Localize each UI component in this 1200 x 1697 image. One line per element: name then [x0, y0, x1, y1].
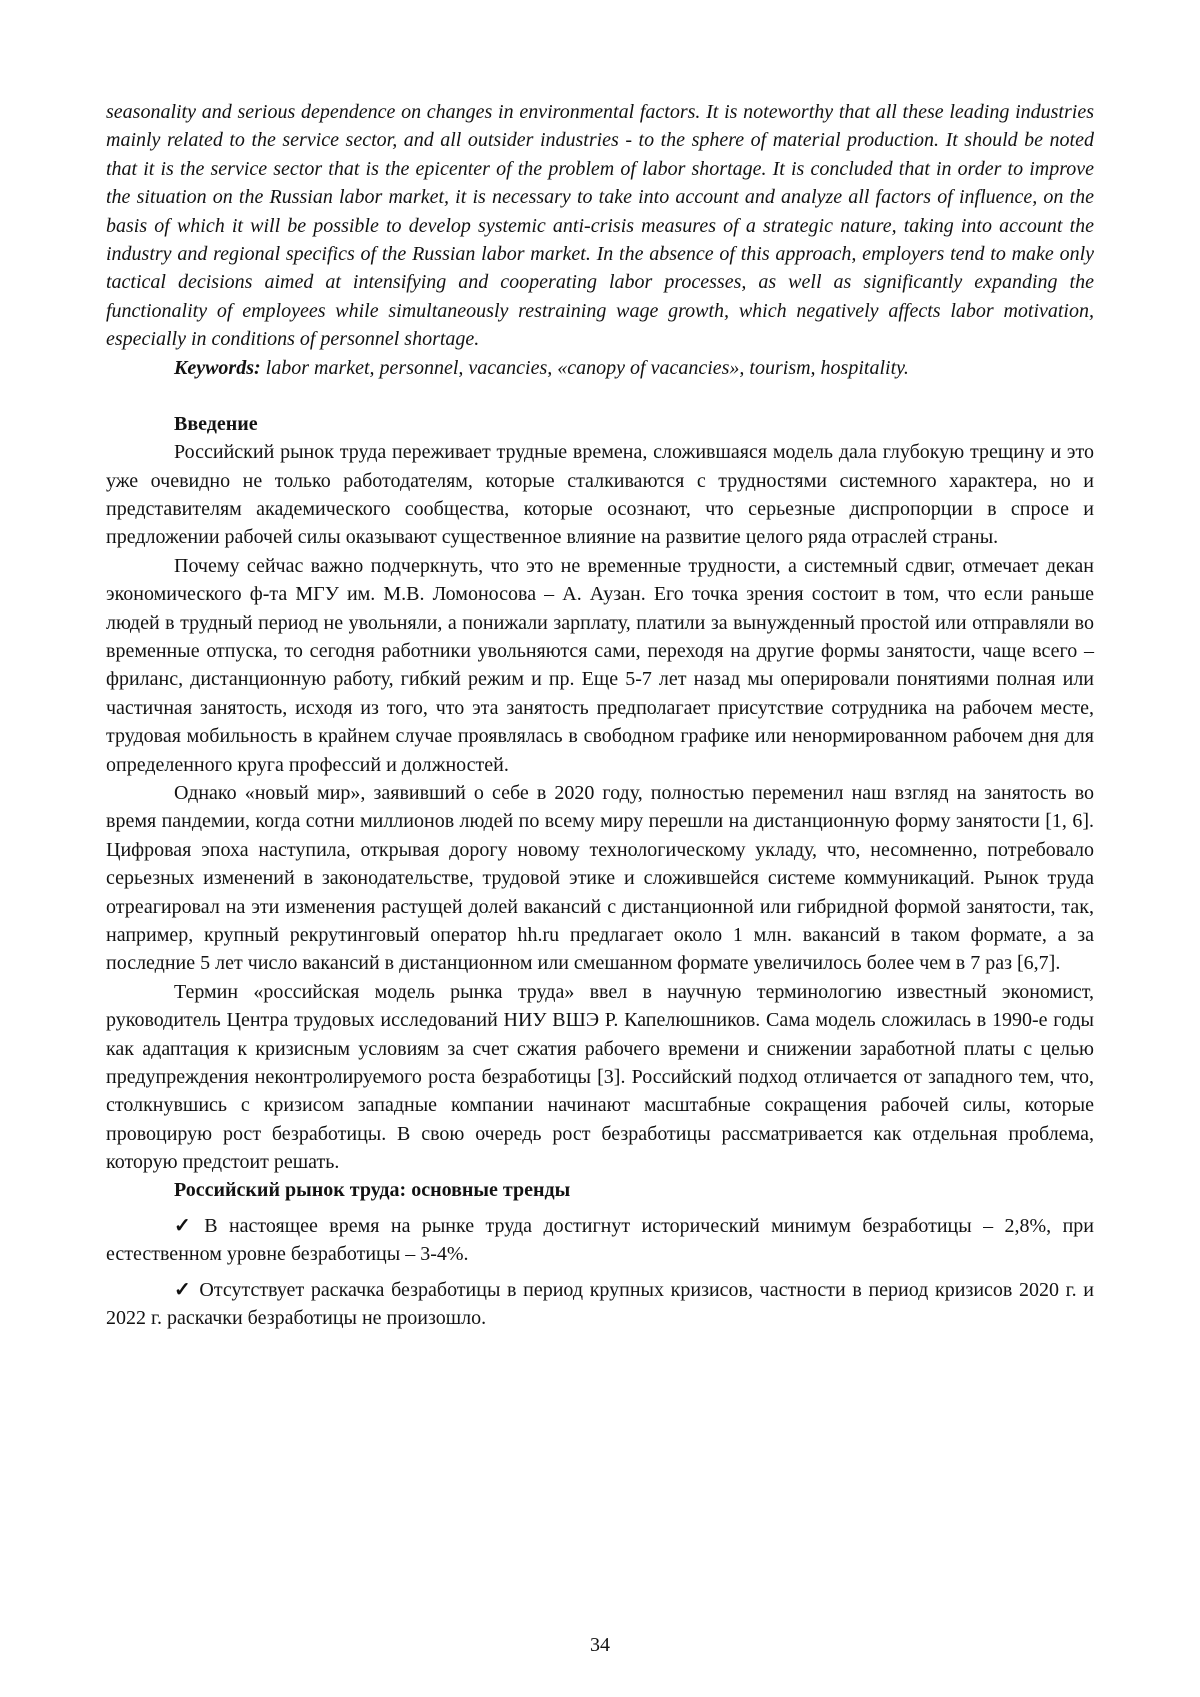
keywords-list: labor market, personnel, vacancies, «canopy of vacancies», tourism, hospitality.	[260, 356, 909, 379]
trend-item	[106, 1276, 1094, 1333]
introduction-paragraph-1: Российский рынок труда переживает трудные времена, сложившаяся модель дала глубокую трещину и это уже очевидно не только работодателям, которые сталкиваются с трудностями системного характера, но и представителям академического сообщества, которые осознают, что серьезные диспропорции в спросе и предложении рабочей силы оказывают существенное влияние на развитие целого ряда отраслей страны.	[106, 441, 1094, 549]
trend-item-text: В настоящее время на рынке труда достигнут исторический минимум безработицы – 2,8%, при естественном уровне безработицы – 3-4%.	[106, 1214, 1094, 1266]
trend-item	[106, 1212, 1094, 1269]
page-number: 34	[590, 1633, 610, 1656]
introduction-paragraph-3: Однако «новый мир», заявивший о себе в 2020 году, полностью переменил наш взгляд на занятость во время пандемии, когда сотни миллионов людей по всему миру перешли на дистанционную форму занятости [1, 6]. Цифровая эпоха наступила, открывая дорогу новому технологическому укладу, что, несомненно, потребовало серьезных изменений в законодательстве, трудовой этике и сложившейся системе коммуникаций. Рынок труда отреагировал на эти изменения растущей долей вакансий с дистанционной или гибридной формой занятости, так, например, крупный рекрутинговый оператор hh.ru предлагает около 1 млн. вакансий в таком формате, а за последние 5 лет число вакансий в дистанционном или смешанном формате увеличилось более чем в 7 раз [6,7].	[106, 781, 1094, 975]
introduction-paragraph-4: Термин «российская модель рынка труда» ввел в научную терминологию известный экономист, руководитель Центра трудовых исследований НИУ ВШЭ Р. Капелюшников. Сама модель сложилась в 1990-е годы как адаптация к кризисным условиям за счет сжатия рабочего времени и снижении заработной платы с целью предупреждения неконтролируемого роста безработицы [3]. Российский подход отличается от западного тем, что, столкнувшись с кризисом западные компании начинают масштабные сокращения рабочей силы, которые провоцирую рост безработицы. В свою очередь рост безработицы рассматривается как отдельная проблема, которую предстоит решать.	[106, 980, 1094, 1174]
section-heading-introduction: Введение	[174, 412, 258, 435]
checkmark-icon: ✓	[174, 1214, 198, 1237]
keywords-label: Keywords:	[174, 356, 261, 379]
trend-item-text: Отсутствует раскачка безработицы в период крупных кризисов, частности в период кризисов 2020 г. и 2022 г. раскачки безработицы не произошло.	[106, 1278, 1094, 1330]
keywords-line	[106, 354, 1094, 382]
introduction-paragraph-2: Почему сейчас важно подчеркнуть, что это не временные трудности, а системный сдвиг, отмечает декан экономического ф-та МГУ им. М.В. Ломоносова – А. Аузан. Его точка зрения состоит в том, что если раньше людей в трудный период не увольняли, а понижали зарплату, платили за вынужденный простой или отправляли во временные отпуска, то сегодня работники увольняются сами, переходя на другие формы занятости, чаще всего – фриланс, дистанционную работу, гибкий режим и пр. Еще 5-7 лет назад мы оперировали понятиями полная или частичная занятость, исходя из того, что эта занятость предполагает присутствие сотрудника на рабочем месте, трудовая мобильность в крайнем случае проявлялась в свободном графике или ненормированном рабочем дня для определенного круга профессий и должностей.	[106, 554, 1094, 776]
checkmark-icon: ✓	[174, 1278, 193, 1301]
abstract-text: seasonality and serious dependence on changes in environmental factors. It is noteworthy that all these leading industries mainly related to the service sector, and all outsider industries - to the sphere of material production. It should be noted that it is the service sector that is the epicenter of the problem of labor shortage. It is concluded that in order to improve the situation on the Russian labor market, it is necessary to take into account and analyze all factors of influence, on the basis of which it will be possible to develop systemic anti-crisis measures of a strategic nature, taking into account the industry and regional specifics of the Russian labor market. In the absence of this approach, employers tend to make only tactical decisions aimed at intensifying and cooperating labor processes, as well as significantly expanding the functionality of employees while simultaneously restraining wage growth, which negatively affects labor motivation, especially in conditions of personnel shortage.	[106, 101, 1094, 351]
section-heading-trends: Российский рынок труда: основные тренды	[174, 1179, 571, 1202]
